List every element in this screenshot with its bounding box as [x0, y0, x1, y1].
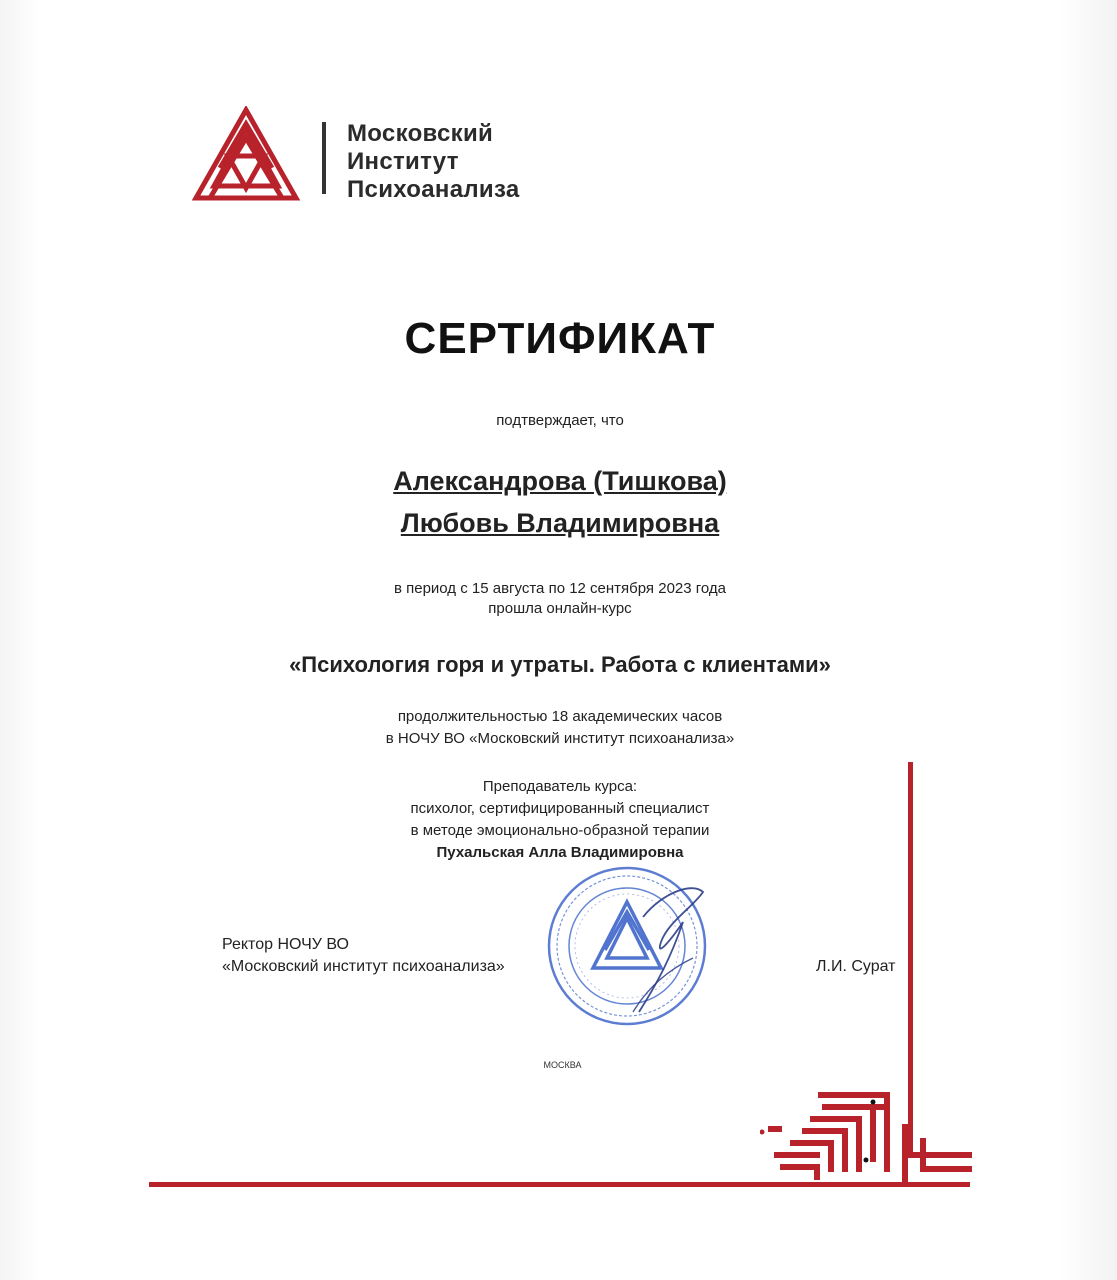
rector-line: «Московский институт психоанализа»: [222, 958, 505, 975]
institute-name-line: Психоанализа: [347, 176, 520, 203]
teacher-description: в методе эмоционально-образной терапии: [410, 822, 710, 839]
official-stamp: [543, 862, 713, 1032]
rector-line: Ректор НОЧУ ВО: [222, 936, 349, 953]
duration-text: продолжительностью 18 академических часов: [397, 708, 723, 725]
completed-text: прошла онлайн-курс: [488, 600, 632, 617]
institute-name-line: Московский: [347, 120, 494, 147]
confirms-text: подтверждает, что: [496, 412, 624, 429]
institute-logo-icon: [192, 106, 300, 202]
logo-divider: [322, 122, 326, 194]
ornament-icon: [760, 1088, 972, 1186]
certificate-title: СЕРТИФИКАТ: [404, 314, 716, 363]
teacher-name: Пухальская Алла Владимировна: [436, 844, 684, 861]
recipient-given-names: Любовь Владимировна: [400, 508, 720, 538]
teacher-heading: Преподаватель курса:: [482, 778, 638, 795]
institute-name-line: Институт: [347, 148, 459, 175]
city-label: МОСКВА: [543, 1060, 582, 1070]
course-title: «Психология горя и утраты. Работа с клиентами»: [289, 652, 831, 677]
recipient-surname: Александрова (Тишкова): [393, 466, 727, 496]
rector-title: [222, 934, 505, 978]
teacher-description: психолог, сертифицированный специалист: [410, 800, 710, 817]
institution-text: в НОЧУ ВО «Московский институт психоанализа»: [385, 730, 735, 747]
period-text: в период с 15 августа по 12 сентября 2023 года: [393, 580, 727, 597]
institute-name: [347, 120, 520, 204]
signer-name: Л.И. Сурат: [816, 958, 896, 975]
